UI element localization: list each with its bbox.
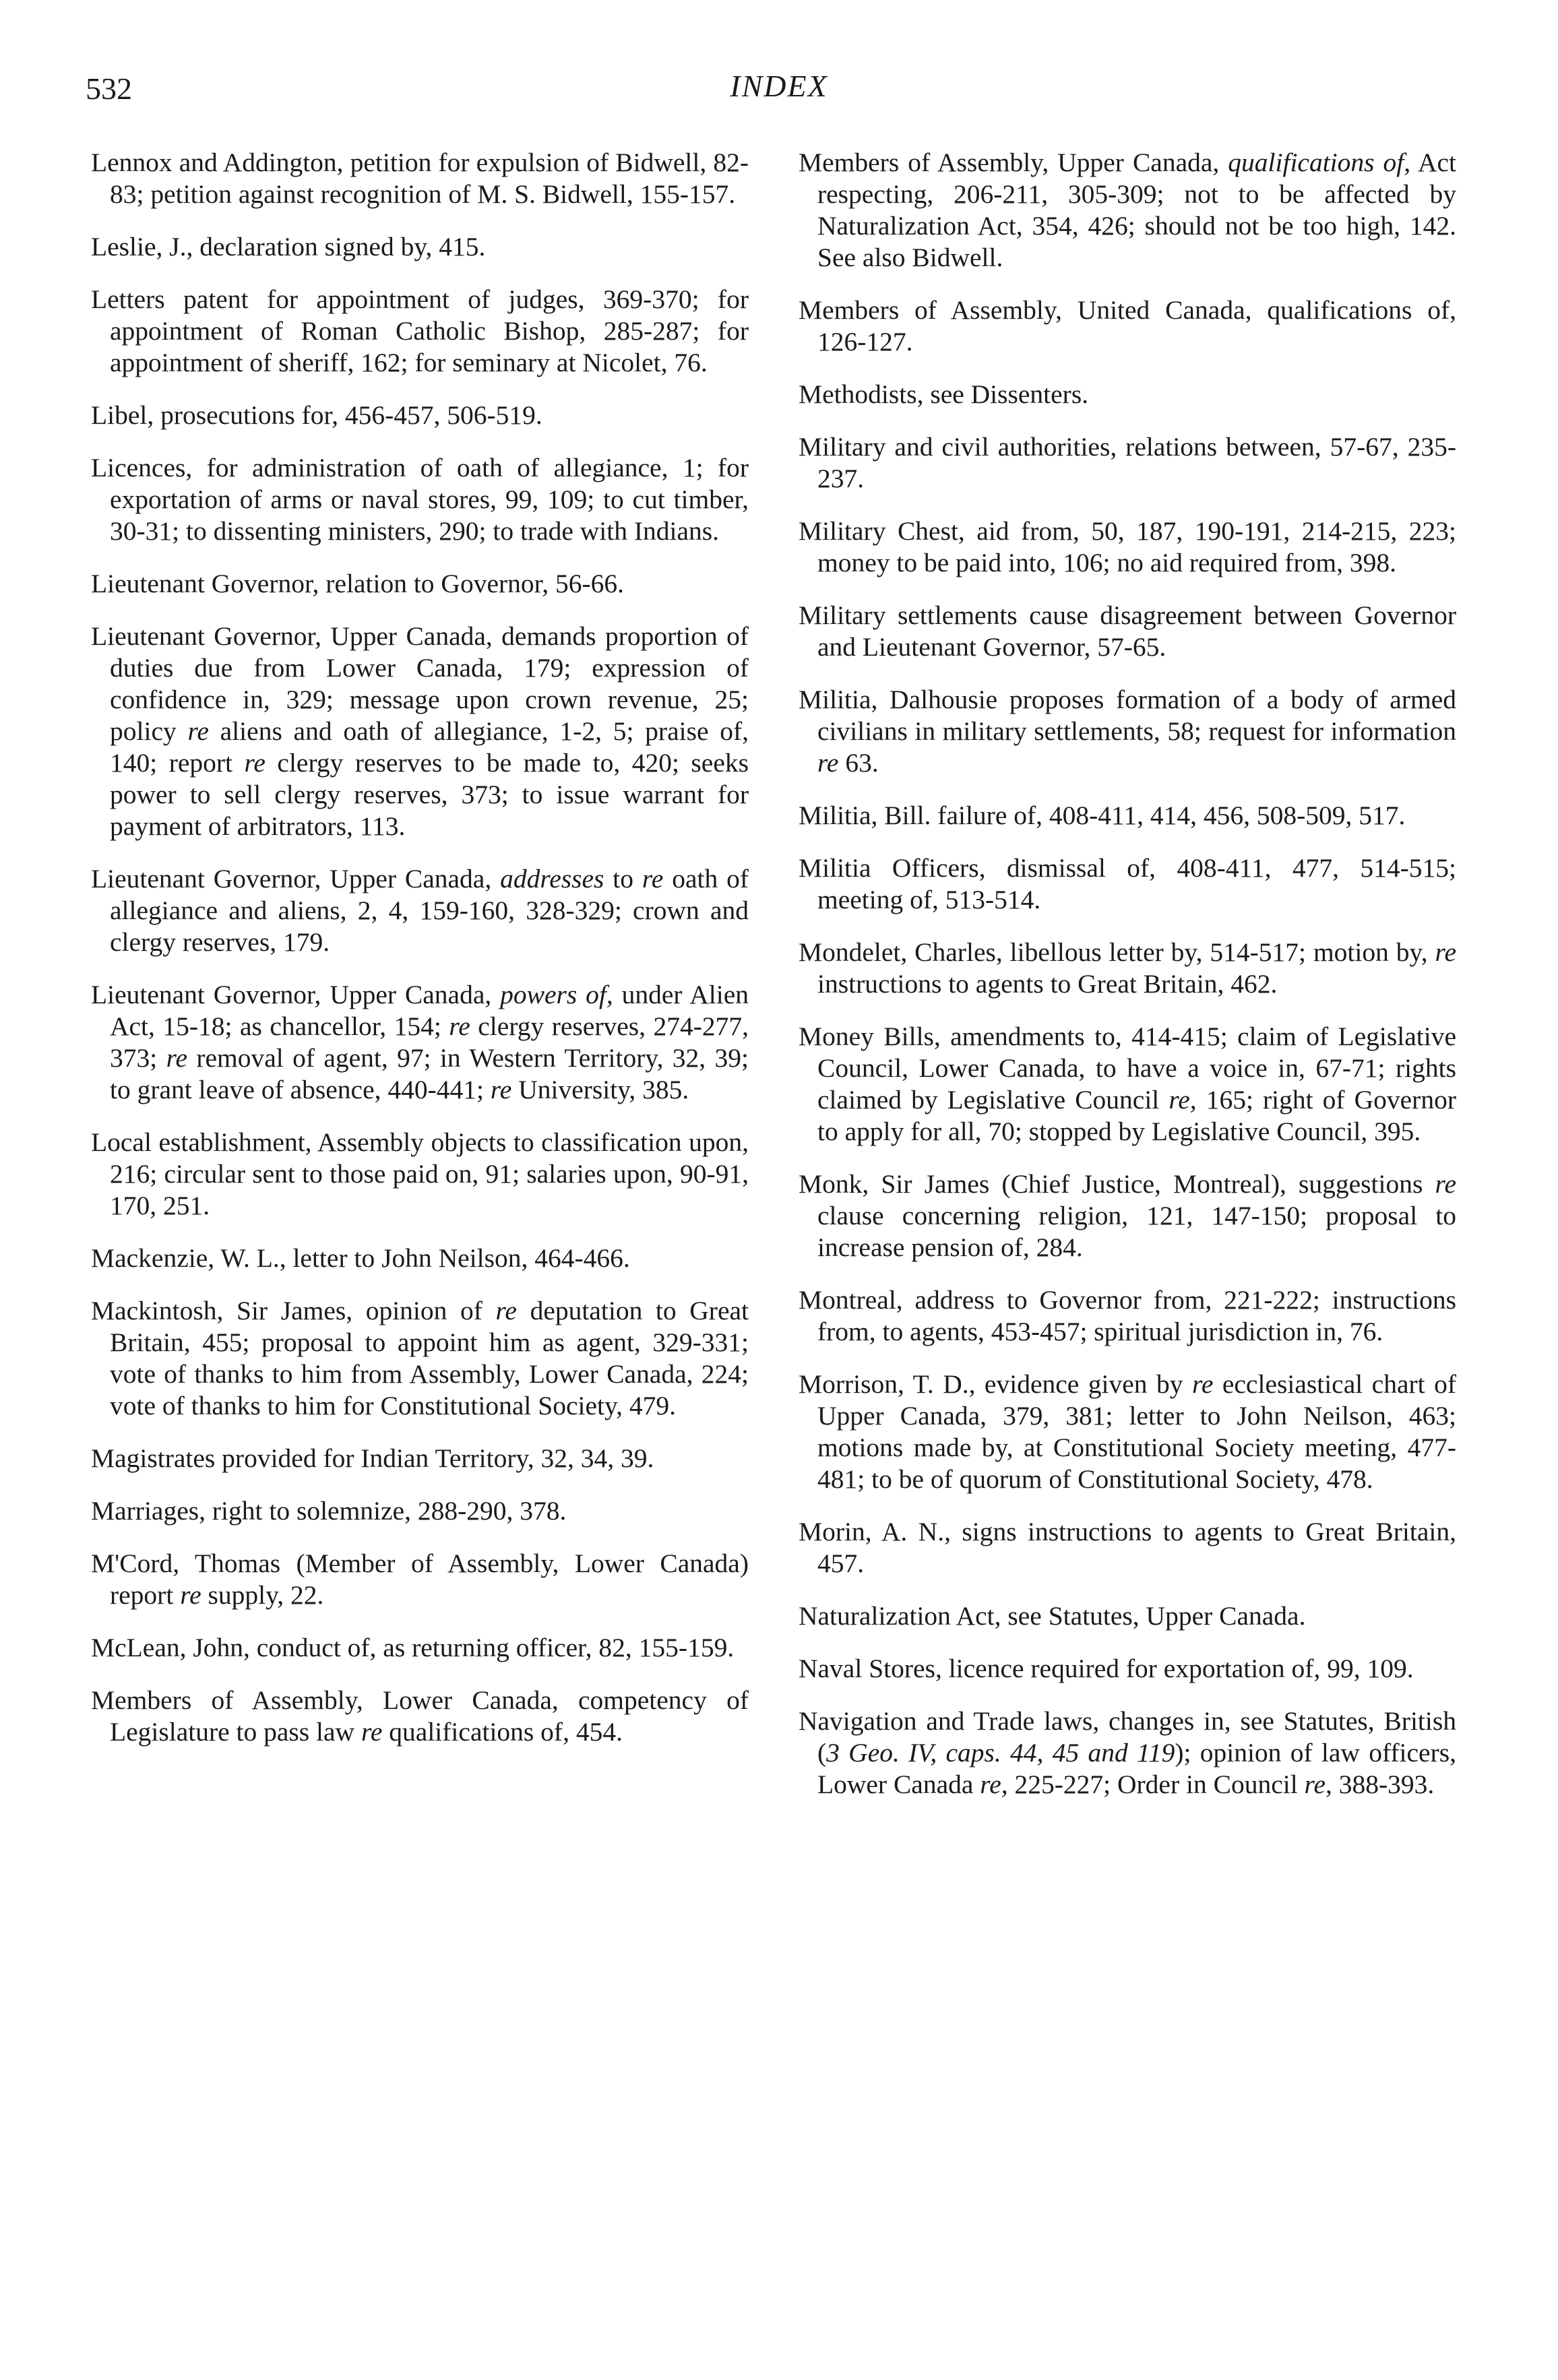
text-run: Mackenzie, W. L., letter to John Neilson, 464-466. — [91, 1243, 630, 1273]
text-run: 165; right of Governor to apply for all, 70; stopped by Legislative Council, 395. — [817, 1085, 1456, 1146]
italic-text-run: re — [361, 1717, 383, 1747]
italic-text-run: re, — [1168, 1085, 1197, 1115]
text-run: Lieutenant Governor, Upper Canada, — [91, 864, 501, 894]
text-run: to — [604, 864, 642, 894]
text-run: Militia Officers, dismissal of, 408-411, 477, 514-515; meeting of, 513-514. — [799, 853, 1456, 914]
text-run: Letters patent for appointment of judges, 369-370; for appointment of Roman Catholic Bishop, 285-287; for appointment of sheriff, 162; for seminary at Nicolet, 76. — [91, 284, 749, 377]
text-run: Local establishment, Assembly objects to classification upon, 216; circular sent to those paid on, 91; salaries upon, 90-91, 170, 251. — [91, 1127, 749, 1220]
text-run: ecclesiastical chart of Upper Canada, 379, 381; letter to John Neilson, 463; motions made by, at Constitutional Society meeting, 477-481; to be of quorum of Constitutional Society, 478. — [817, 1369, 1456, 1494]
text-run: Magistrates provided for Indian Territory, 32, 34, 39. — [91, 1443, 654, 1473]
text-run: Money Bills, amendments to, 414-415; claim of Legislative Council, Lower Canada, to have a voice in, 67-71; rights claimed by Legislative Council — [799, 1022, 1456, 1115]
text-run: clergy reserves to be made to, 420; seeks power to sell clergy reserves, 373; to issue warrant for payment of arbitrators, 113. — [110, 748, 749, 841]
italic-text-run: re — [490, 1075, 512, 1104]
text-run: qualifications of, 454. — [382, 1717, 623, 1747]
text-run: aliens and oath of allegiance, 1-2, 5; praise of, 140; report — [110, 716, 749, 778]
text-run: deputation to Great Britain, 455; proposal to appoint him as agent, 329-331; vote of thanks to him from Assembly, Lower Canada, 224; vote of thanks to him for Constitutional Society, 479. — [110, 1296, 749, 1420]
text-run: Lennox and Addington, petition for expulsion of Bidwell, 82-83; petition against recognition of M. S. Bidwell, 155-157. — [91, 148, 749, 209]
index-entry — [799, 1021, 1456, 1148]
index-entry — [799, 1600, 1456, 1632]
italic-text-run: re, — [1304, 1770, 1332, 1799]
text-run: Mackintosh, Sir James, opinion of — [91, 1296, 496, 1325]
index-entry — [91, 284, 749, 379]
italic-text-run: re — [1435, 937, 1456, 967]
index-entry — [91, 1632, 749, 1664]
italic-text-run: re, — [980, 1770, 1008, 1799]
text-run: 388-393. — [1332, 1770, 1435, 1799]
text-run: Navigation and Trade laws, changes in, see Statutes, British ( — [799, 1706, 1456, 1767]
index-entry — [799, 294, 1456, 358]
index-entry — [799, 1168, 1456, 1263]
text-run: Military settlements cause disagreement between Governor and Lieutenant Governor, 57-65. — [799, 600, 1456, 662]
italic-text-run: re — [166, 1043, 188, 1073]
index-entry — [91, 1495, 749, 1527]
text-run: Monk, Sir James (Chief Justice, Montreal), suggestions — [799, 1169, 1435, 1199]
index-entry — [91, 1548, 749, 1611]
italic-text-run: addresses — [500, 864, 604, 894]
italic-text-run: re — [1191, 1369, 1214, 1399]
text-run: Mondelet, Charles, libellous letter by, 514-517; motion by, — [799, 937, 1435, 967]
italic-text-run: re — [642, 864, 664, 894]
index-entry — [799, 1516, 1456, 1579]
text-run: Act respecting, 206-211, 305-309; not to be affected by Naturalization Act, 354, 426; should not be too high, 142. See also Bidwell. — [817, 148, 1456, 272]
text-run: Members of Assembly, United Canada, qualifications of, 126-127. — [799, 295, 1456, 356]
left-column — [91, 147, 749, 1769]
index-entry — [91, 979, 749, 1106]
index-entry — [799, 431, 1456, 495]
text-run: instructions to agents to Great Britain, 462. — [817, 969, 1278, 999]
text-run: Methodists, see Dissenters. — [799, 379, 1089, 409]
text-run: Morin, A. N., signs instructions to agents to Great Britain, 457. — [799, 1517, 1456, 1578]
index-entry — [799, 1653, 1456, 1685]
text-run: 225-227; Order in Council — [1007, 1770, 1305, 1799]
text-run: removal of agent, 97; in Western Territory, 32, 39; to grant leave of absence, 440-441; — [110, 1043, 749, 1104]
index-entry — [91, 400, 749, 431]
index-entry — [799, 1705, 1456, 1800]
text-run: Militia, Bill. failure of, 408-411, 414, 456, 508-509, 517. — [799, 801, 1406, 830]
text-run: University, 385. — [511, 1075, 689, 1104]
index-entry — [91, 1685, 749, 1748]
text-run: McLean, John, conduct of, as returning officer, 82, 155-159. — [91, 1633, 735, 1662]
right-column — [799, 147, 1456, 1821]
index-entry — [799, 1369, 1456, 1495]
index-entry — [799, 515, 1456, 579]
text-run: Military and civil authorities, relations between, 57-67, 235-237. — [799, 432, 1456, 493]
text-run: Members of Assembly, Upper Canada, — [799, 148, 1228, 177]
index-entry — [799, 800, 1456, 832]
text-run: Marriages, right to solemnize, 288-290, 378. — [91, 1496, 567, 1526]
index-entry — [799, 937, 1456, 1000]
index-entry — [91, 1127, 749, 1222]
index-entry — [799, 600, 1456, 663]
text-run: M'Cord, Thomas (Member of Assembly, Lower Canada) report — [91, 1548, 749, 1610]
text-run: Libel, prosecutions for, 456-457, 506-519. — [91, 400, 542, 430]
page-number: 532 — [86, 71, 132, 106]
index-entry — [91, 1295, 749, 1422]
text-run: supply, 22. — [201, 1580, 324, 1610]
italic-text-run: re — [817, 748, 839, 778]
index-entry — [91, 147, 749, 210]
italic-text-run: qualifications of, — [1228, 148, 1411, 177]
text-run: clause concerning religion, 121, 147-150; proposal to increase pension of, 284. — [817, 1201, 1456, 1262]
index-entry — [799, 147, 1456, 274]
index-entry — [91, 863, 749, 958]
text-run: Militia, Dalhousie proposes formation of a body of armed civilians in military settlements, 58; request for information — [799, 685, 1456, 746]
text-run: clergy reserves, 274-277, 373; — [110, 1011, 749, 1073]
italic-text-run: re — [1435, 1169, 1456, 1199]
index-entry — [799, 379, 1456, 410]
italic-text-run: 3 Geo. IV, caps. 44, 45 and 119 — [826, 1738, 1175, 1767]
italic-text-run: re — [180, 1580, 201, 1610]
index-entry — [91, 452, 749, 547]
text-run: under Alien Act, 15-18; as chancellor, 154; — [110, 980, 749, 1041]
text-run: Lieutenant Governor, Upper Canada, demands proportion of duties due from Lower Canada, 179; expression of confidence in, 329; message upon crown revenue, 25; policy — [91, 621, 749, 746]
index-entry — [91, 1443, 749, 1474]
running-title: INDEX — [730, 69, 828, 103]
italic-text-run: powers of, — [500, 980, 613, 1009]
text-run: oath of allegiance and aliens, 2, 4, 159-160, 328-329; crown and clergy reserves, 179. — [110, 864, 749, 957]
text-run: Morrison, T. D., evidence given by — [799, 1369, 1192, 1399]
italic-text-run: re — [244, 748, 266, 778]
text-run: Members of Assembly, Lower Canada, competency of Legislature to pass law — [91, 1685, 749, 1747]
index-entry — [799, 852, 1456, 916]
index-entry — [799, 1284, 1456, 1348]
text-run: Naturalization Act, see Statutes, Upper Canada. — [799, 1601, 1306, 1631]
italic-text-run: re — [449, 1011, 470, 1041]
text-run: Lieutenant Governor, relation to Governor, 56-66. — [91, 569, 624, 598]
italic-text-run: re — [495, 1296, 517, 1325]
index-entry — [91, 1243, 749, 1274]
text-run: Licences, for administration of oath of allegiance, 1; for exportation of arms or naval stores, 99, 109; to cut timber, 30-31; to dissenting ministers, 290; to trade with Indians. — [91, 453, 749, 546]
index-entry — [91, 621, 749, 842]
text-run: Leslie, J., declaration signed by, 415. — [91, 232, 486, 261]
index-entry — [91, 568, 749, 600]
text-run: Naval Stores, licence required for exportation of, 99, 109. — [799, 1654, 1414, 1683]
index-entry — [799, 684, 1456, 779]
text-run: Montreal, address to Governor from, 221-222; instructions from, to agents, 453-457; spiritual jurisdiction in, 76. — [799, 1285, 1456, 1346]
text-run: ); opinion of law officers, Lower Canada — [817, 1738, 1456, 1799]
text-run: 63. — [838, 748, 879, 778]
italic-text-run: re — [187, 716, 209, 746]
text-run: Lieutenant Governor, Upper Canada, — [91, 980, 501, 1009]
index-entry — [91, 231, 749, 263]
text-run: Military Chest, aid from, 50, 187, 190-191, 214-215, 223; money to be paid into, 106; no aid required from, 398. — [799, 516, 1456, 577]
